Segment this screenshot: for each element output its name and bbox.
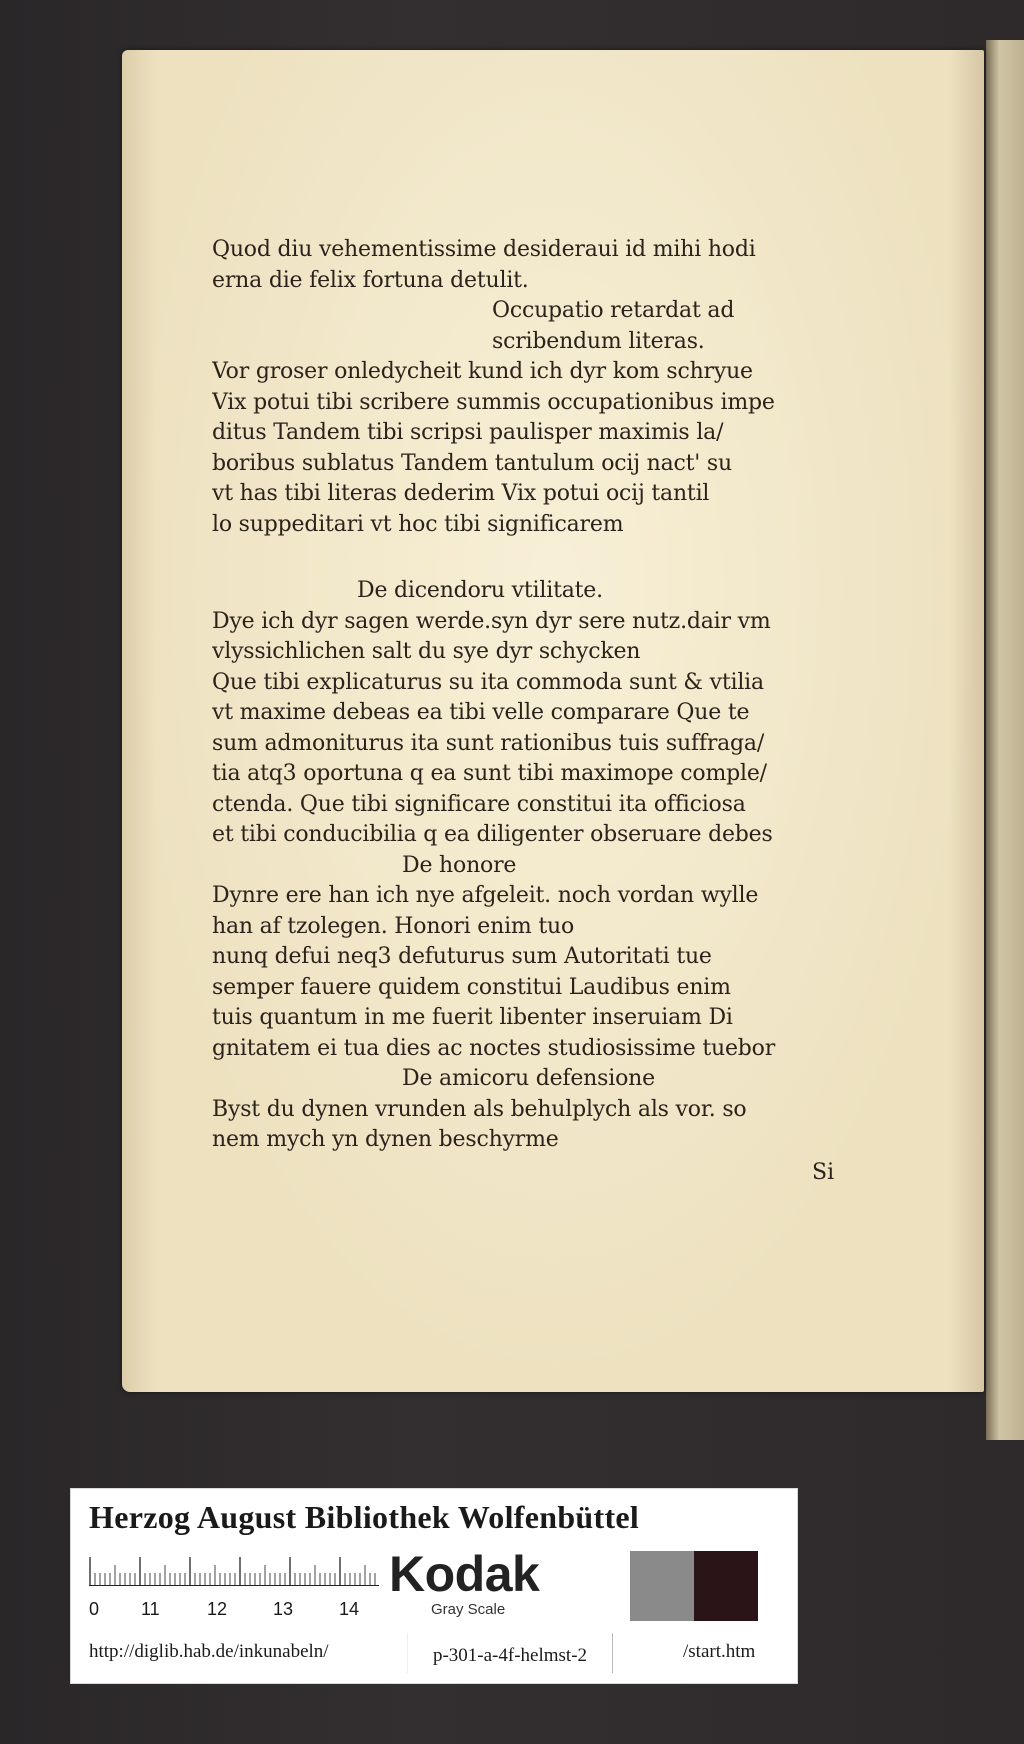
ruler-label: 13 [273, 1599, 294, 1619]
section-heading: De amicoru defensione [402, 1066, 655, 1091]
ruler-label: 14 [339, 1599, 360, 1619]
section-heading: De honore [402, 852, 517, 878]
text-line: Vix potui tibi scribere summis occupationibus impe [212, 389, 775, 415]
text-line: erna die felix fortuna detulit. [212, 267, 529, 293]
url-suffix: /start.htm [683, 1641, 756, 1662]
gray-swatches [566, 1551, 758, 1621]
text-line: boribus sublatus Tandem tantulum ocij nact' su [212, 450, 732, 476]
line-spacer [212, 540, 912, 576]
brand-name: Kodak [389, 1546, 540, 1602]
text-line: nunq defui neq3 defuturus sum Autoritati tue [212, 944, 712, 969]
text-line: tuis quantum in me fuerit libenter inseruiam Di [212, 1005, 733, 1030]
text-line: ditus Tandem tibi scripsi paulisper maximis la/ [212, 420, 724, 445]
section-heading: De dicendoru vtilitate. [357, 578, 603, 603]
page-text [212, 235, 912, 1156]
swatch-dark [694, 1551, 758, 1621]
text-line: Dye ich dyr sagen werde.syn dyr sere nutz.dair vm [212, 608, 771, 634]
catchword: Si [812, 1160, 835, 1185]
swatch-white [566, 1551, 630, 1621]
text-line: vt has tibi literas dederim Vix potui ocij tantil [212, 481, 710, 506]
text-line: lo suppeditari vt hoc tibi significarem [212, 511, 624, 537]
gray-scale-label: Gray Scale [431, 1601, 506, 1618]
text-line: gnitatem ei tua dies ac noctes studiosissime tuebor [212, 1035, 776, 1061]
swatch-gray [630, 1551, 694, 1621]
url-prefix: http://diglib.hab.de/inkunabeln/ [89, 1641, 329, 1662]
text-line: Quod diu vehementissime desideraui id mihi hodi [212, 237, 756, 262]
text-line: ctenda. Que tibi significare constitui ita officiosa [212, 791, 746, 817]
library-name: Herzog August Bibliothek Wolfenbüttel [89, 1499, 640, 1535]
measurement-ruler [89, 1555, 379, 1586]
text-line: sum admoniturus ita sunt rationibus tuis suffraga/ [212, 730, 765, 756]
ruler-label: 12 [207, 1599, 228, 1619]
ruler-labels [89, 1599, 389, 1623]
text-line: Byst du dynen vrunden als behulplych als vor. so [212, 1096, 747, 1122]
ruler-label: 0 [89, 1599, 100, 1619]
shelfmark: p-301-a-4f-helmst-2 [407, 1633, 613, 1673]
adjacent-page-edge [986, 40, 1024, 1440]
url-row [71, 1627, 797, 1683]
text-line: semper fauere quidem constitui Laudibus enim [212, 974, 731, 1000]
text-line: nem mych yn dynen beschyrme [212, 1127, 559, 1152]
text-line: Dynre ere han ich nye afgeleit. noch vordan wylle [212, 883, 759, 908]
section-heading: Occupatio retardat ad [492, 298, 735, 323]
text-line: Vor groser onledycheit kund ich dyr kom schryue [212, 359, 753, 384]
text-line: tia atq3 oportuna q ea sunt tibi maximope comple/ [212, 761, 767, 786]
ruler-label: 11 [141, 1599, 160, 1619]
text-line: vt maxime debeas ea tibi velle comparare Que te [212, 700, 750, 725]
text-line: Que tibi explicaturus su ita commoda sunt & vtilia [212, 669, 764, 695]
text-line: han af tzolegen. Honori enim tuo [212, 913, 575, 939]
color-calibration-bar [70, 1488, 798, 1684]
kodak-logo [389, 1546, 565, 1619]
section-heading: scribendum literas. [492, 328, 705, 354]
text-line: vlyssichlichen salt du sye dyr schycken [212, 639, 641, 664]
text-line: et tibi conducibilia q ea diligenter obseruare debes [212, 822, 773, 847]
